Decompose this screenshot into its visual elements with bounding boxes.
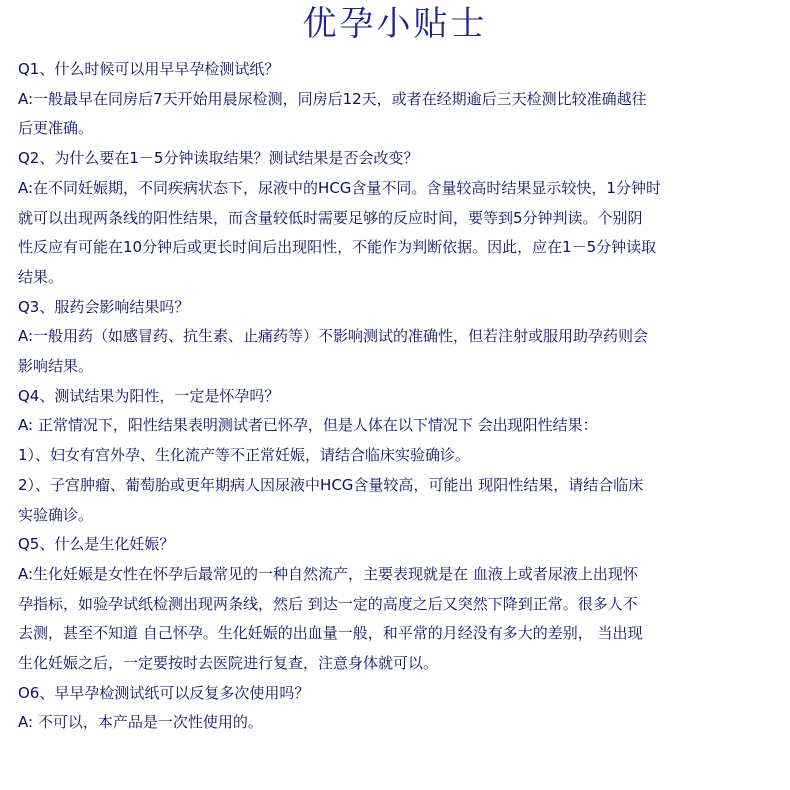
- faq-line: Q3、服药会影响结果吗？: [18, 297, 190, 316]
- faq-line: A:生化妊娠是女性在怀孕后最常见的一种自然流产，主要表现就是在 血液上或者尿液上出现怀: [18, 564, 638, 583]
- faq-line: 去测，甚至不知道 自己怀孕。生化妊娠的出血量一般，和平常的月经没有多大的差别， 当出现: [18, 624, 643, 643]
- faq-line: 影响结果。: [18, 357, 94, 376]
- faq-line: Q5、什么是生化妊娠？: [18, 535, 175, 554]
- faq-line: 1）、妇女有宫外孕、生化流产等不正常妊娠，请结合临床实验确诊。: [18, 446, 471, 465]
- faq-line: A:一般用药（如感冒药、抗生素、止痛药等）不影响测试的准确性，但若注射或服用助孕药则会: [18, 327, 649, 346]
- faq-line: A: 不可以，本产品是一次性使用的。: [18, 713, 263, 732]
- faq-line: 孕指标，如验孕试纸检测出现两条线，然后 到达一定的高度之后又突然下降到正常。很多人不: [18, 594, 638, 613]
- faq-line: 生化妊娠之后，一定要按时去医院进行复查，注意身体就可以。: [18, 654, 439, 673]
- faq-line: 实验确诊。: [18, 505, 94, 524]
- faq-line: A: 正常情况下，阳性结果表明测试者已怀孕，但是人体在以下情况下 会出现阳性结果：: [18, 416, 598, 435]
- faq-content: [18, 55, 778, 738]
- faq-line: 后更准确。: [18, 119, 94, 138]
- faq-line: 2）、子宫肿瘤、葡萄胎或更年期病人因尿液中HCG含量较高，可能出 现阳性结果，请结合临床: [18, 475, 644, 494]
- faq-line: 就可以出现两条线的阳性结果，而含量较低时需要足够的反应时间，要等到5分钟判读。个别阴: [18, 208, 643, 227]
- faq-line: 性反应有可能在10分钟后或更长时间后出现阳性，不能作为判断依据。因此，应在1－5分钟读取: [18, 238, 657, 257]
- page-title: 优孕小贴士: [302, 4, 488, 44]
- faq-line: Q1、什么时候可以用早早孕检测试纸？: [18, 60, 280, 78]
- faq-line: 结果。: [18, 267, 64, 286]
- faq-line: A:一般最早在同房后7天开始用晨尿检测，同房后12天，或者在经期逾后三天检测比较准确越往: [18, 89, 647, 108]
- faq-line: Q2、为什么要在1－5分钟读取结果？测试结果是否会改变？: [18, 149, 419, 168]
- faq-line: A:在不同妊娠期，不同疾病状态下，尿液中的HCG含量不同。含量较高时结果显示较快，1分钟时: [18, 178, 661, 197]
- faq-line: O6、早早孕检测试纸可以反复多次使用吗？: [18, 683, 310, 702]
- faq-line: Q4、测试结果为阳性，一定是怀孕吗？: [18, 386, 280, 405]
